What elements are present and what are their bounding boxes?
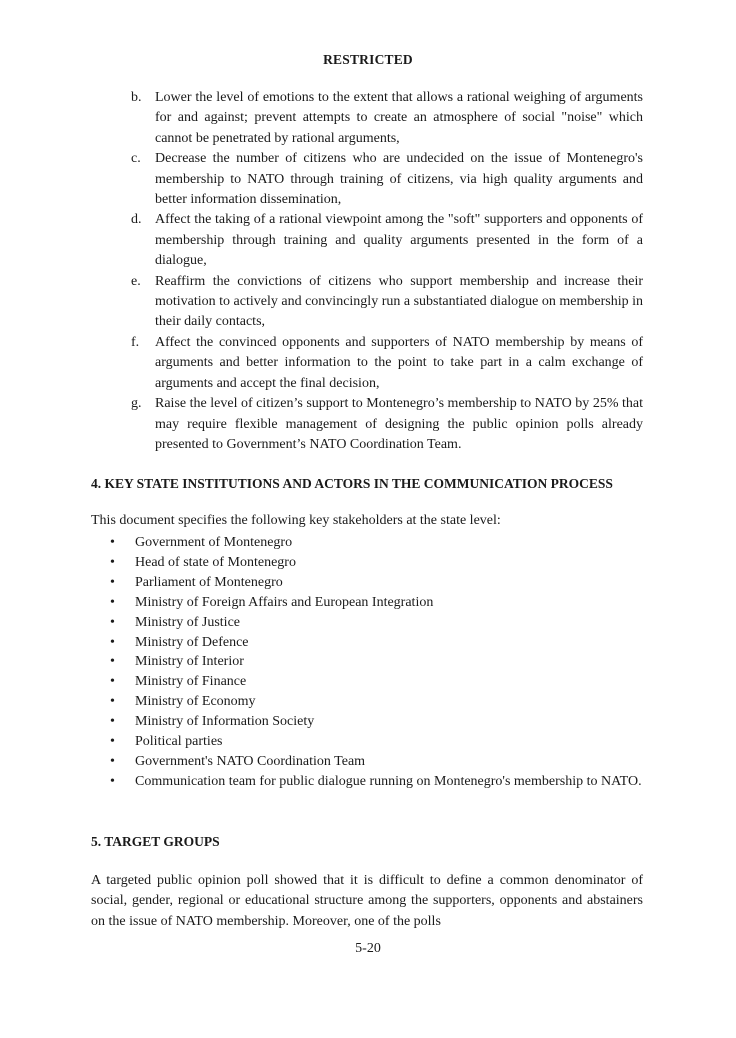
bullet-icon: • [110,674,115,690]
stakeholder-item [110,553,650,573]
classification-header: RESTRICTED [323,52,413,67]
bullet-icon: • [110,554,115,570]
stakeholder-item [110,593,650,613]
stakeholder-text: Ministry of Defence [135,634,249,650]
stakeholder-item [110,652,650,672]
objective-letter: c. [131,151,141,167]
bullet-icon: • [110,753,115,769]
bullet-icon: • [110,574,115,590]
stakeholder-text: Ministry of Foreign Affairs and European Integration [135,594,434,610]
stakeholder-item [110,613,650,633]
stakeholder-item [110,772,650,792]
stakeholder-item [110,732,650,752]
section-4-heading: 4. KEY STATE INSTITUTIONS AND ACTORS IN THE COMMUNICATION PROCESS [91,476,613,491]
page-number: 5-20 [355,941,381,956]
section-5-heading: 5. TARGET GROUPS [91,834,220,849]
objective-letter: f. [131,334,140,350]
bullet-icon: • [110,734,115,750]
stakeholder-text: Head of state of Montenegro [135,554,296,570]
target-groups-paragraph: A targeted public opinion poll showed that it is difficult to define a common denominator of social, gender, regional or educational structure among the supporters, opponents and abstainers on the issue of NATO membership. Moreover, one of the polls [91,873,643,929]
stakeholder-text: Ministry of Economy [135,694,256,710]
objective-item [131,149,643,210]
stakeholder-text: Political parties [135,734,223,750]
objective-text: Decrease the number of citizens who are undecided on the issue of Montenegro's membership to NATO through training of citizens, via high quality arguments and better information dissemination, [155,151,643,208]
stakeholder-item [110,692,650,712]
stakeholder-text: Government of Montenegro [135,535,293,550]
bullet-icon: • [110,714,115,730]
bullet-icon: • [110,535,115,550]
objective-item [131,394,643,455]
stakeholder-item [110,533,650,553]
objective-text: Raise the level of citizen’s support to Montenegro’s membership to NATO by 25% that may require flexible management of designing the public opinion polls already presented to Government’s NATO Coordination Team. [155,396,643,452]
objective-letter: b. [131,90,142,105]
bullet-icon: • [110,694,115,710]
stakeholder-item [110,633,650,653]
stakeholder-text: Ministry of Finance [135,674,247,690]
stakeholder-item [110,573,650,593]
bullet-icon: • [110,594,115,610]
objective-letter: g. [131,396,142,412]
stakeholders-intro: This document specifies the following key stakeholders at the state level: [91,513,501,528]
objective-item [131,210,643,271]
objective-text: Affect the taking of a rational viewpoint among the "soft" supporters and opponents of membership through training and quality arguments presented in the form of a dialogue, [155,212,643,269]
bullet-icon: • [110,634,115,650]
objective-item [131,272,643,333]
bullet-icon: • [110,654,115,670]
bullet-icon: • [110,614,115,630]
objective-item [131,88,643,149]
objective-text: Affect the convinced opponents and supporters of NATO membership by means of arguments and better information to the point to take part in a calm exchange of arguments and accept the final decision, [155,334,643,391]
stakeholders-list [110,533,650,792]
stakeholder-text: Ministry of Interior [135,654,244,670]
stakeholder-text: Communication team for public dialogue running on Montenegro's membership to NATO. [135,773,642,789]
objective-letter: d. [131,212,142,228]
objective-text: Lower the level of emotions to the extent that allows a rational weighing of arguments for and against; prevent attempts to create an atmosphere of social "noise" which cannot be penetrated by rational arguments, [155,90,643,146]
stakeholder-item [110,672,650,692]
stakeholder-text: Ministry of Information Society [135,714,315,730]
objective-text: Reaffirm the convictions of citizens who support membership and increase their motivation to actively and convincingly run a substantiated dialogue on membership in their daily contacts, [155,273,643,330]
bullet-icon: • [110,773,115,789]
stakeholder-text: Parliament of Montenegro [135,574,283,590]
stakeholder-text: Ministry of Justice [135,614,240,630]
stakeholder-item [110,712,650,732]
objective-letter: e. [131,273,141,289]
stakeholder-text: Government's NATO Coordination Team [135,753,366,769]
objectives-list [131,88,643,455]
objective-item [131,333,643,394]
stakeholder-item [110,752,650,772]
